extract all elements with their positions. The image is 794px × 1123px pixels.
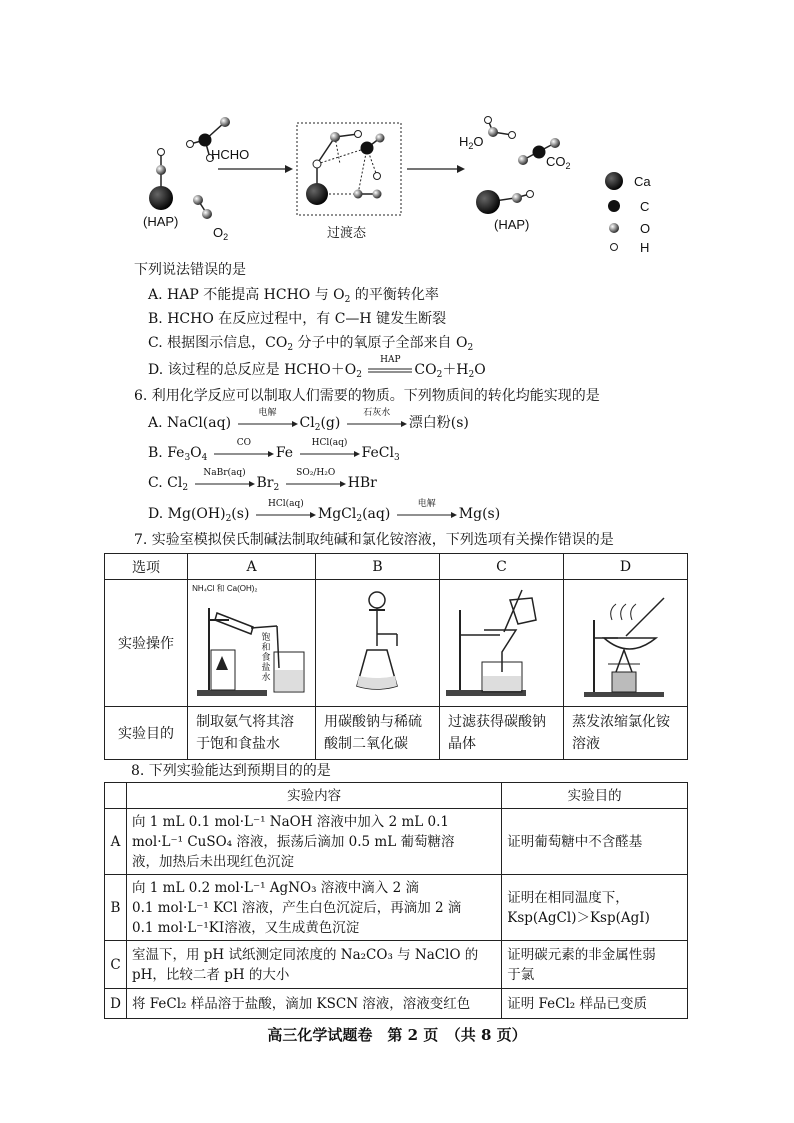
q8-row-d-key: D <box>105 989 127 1019</box>
apparatus-a-top-label: NH₄Cl 和 Ca(OH)₂ <box>192 584 258 593</box>
q6-option-c: C. $Cl_2$ NaBr(aq) $Br_2$ SO₂/H₂O HBr <box>148 468 377 493</box>
q6-option-d: D. $Mg(OH)_2(s)$ HCl(aq) MgCl$_2$(aq) 电解 Mg(s) <box>148 499 501 524</box>
page-footer: 高三化学试题卷 第 2 页 （共 8 页） <box>267 1026 527 1044</box>
q7-purpose-c: 过滤获得碳酸钠晶体 <box>440 707 564 760</box>
q7-row-op-label: 实验操作 <box>105 580 188 707</box>
q8-stem: 8. 下列实验能达到预期目的的是 <box>131 763 331 779</box>
transition-state-label: 过渡态 <box>327 225 367 240</box>
q7-purpose-a: 制取氨气将其溶于饱和食盐水 <box>188 707 316 760</box>
q8-row-c-purpose: 证明碳元素的非金属性弱 于氯 <box>502 941 688 989</box>
q8-row-b-key: B <box>105 875 127 941</box>
q8-row-a-content: 向 1 mL 0.1 mol·L⁻¹ NaOH 溶液中加入 2 mL 0.1 mol·L⁻¹ CuSO₄ 溶液，振荡后滴加 0.5 mL 葡萄糖溶 液，加热后未出现红色沉淀 <box>126 809 501 875</box>
q6-option-b: B. $Fe_3O_4$ CO Fe HCl(aq) FeCl$_3$ <box>148 438 400 463</box>
apparatus-d <box>563 580 687 707</box>
q8-row-d-purpose: 证明 FeCl₂ 样品已变质 <box>502 989 688 1019</box>
reaction-mechanism-diagram <box>130 110 670 260</box>
o2-molecule <box>193 195 212 219</box>
apparatus-b-drawing <box>317 580 439 702</box>
q6-option-a: A. NaCl(aq) 电解 $Cl_2(g)$ 石灰水 漂白粉(s) <box>148 408 469 433</box>
q7-stem: 7. 实验室模拟侯氏制碱法制取纯碱和氯化铵溶液，下列选项有关操作错误的是 <box>134 532 614 548</box>
q8-row-a-purpose: 证明葡萄糖中不含醛基 <box>502 809 688 875</box>
q5-option-a: A. HAP 不能提高 HCHO 与 $O_2$ 的平衡转化率 <box>148 287 439 305</box>
apparatus-a-drawing <box>189 580 315 702</box>
q7-purpose-b: 用碳酸钠与稀硫酸制二氧化碳 <box>316 707 440 760</box>
apparatus-d-drawing <box>564 580 686 702</box>
apparatus-c-drawing <box>440 580 562 702</box>
hap-left-label: (HAP) <box>143 214 179 229</box>
hcho-label: HCHO <box>211 147 250 162</box>
apparatus-c <box>440 580 564 707</box>
q8-row-b-content: 向 1 mL 0.2 mol·L⁻¹ AgNO₃ 溶液中滴入 2 滴 0.1 mol·L⁻¹ KCl 溶液，产生白色沉淀后，再滴加 2 滴 0.1 mol·L⁻¹KI溶液，又生成黄色沉淀 <box>126 875 501 941</box>
q7-header-a: A <box>188 554 316 580</box>
co2-label: $CO_2$ <box>546 154 571 171</box>
apparatus-a <box>188 580 316 707</box>
hap-right-molecule <box>476 190 534 214</box>
q7-purpose-d: 蒸发浓缩氯化铵溶液 <box>563 707 687 760</box>
q8-header-purpose: 实验目的 <box>502 783 688 809</box>
legend-h: H <box>640 240 650 255</box>
q8-table <box>104 782 688 1019</box>
q7-header-b: B <box>316 554 440 580</box>
legend-c: C <box>640 199 650 214</box>
q8-row-b-purpose: 证明在相同温度下， Ksp(AgCl)＞Ksp(AgI) <box>502 875 688 941</box>
q5-stem: 下列说法错误的是 <box>134 262 246 278</box>
hap-right-label: (HAP) <box>494 217 530 232</box>
legend-o: O <box>640 221 651 236</box>
h2o-label: $H_2O$ <box>459 134 484 151</box>
q8-row-c-content: 室温下，用 pH 试纸测定同浓度的 Na₂CO₃ 与 NaClO 的 pH，比较二者 pH 的大小 <box>126 941 501 989</box>
q7-row-purpose-label: 实验目的 <box>105 707 188 760</box>
hap-left-molecule <box>149 149 173 211</box>
q7-table <box>104 553 688 760</box>
q5-option-b: B. HCHO 在反应过程中，有 C—H 键发生断裂 <box>148 311 447 327</box>
q6-stem: 6. 利用化学反应可以制取人们需要的物质。下列物质间的转化均能实现的是 <box>134 388 600 404</box>
apparatus-a-side-label: 饱和 食盐 水 <box>261 632 271 682</box>
transition-state <box>306 131 385 206</box>
q5-option-d: D. 该过程的总反应是 $HCHO+O_2$ HAP $CO_2+H_2O$ <box>148 355 486 380</box>
q8-header-content: 实验内容 <box>126 783 501 809</box>
apparatus-b <box>316 580 440 707</box>
q8-header-key <box>105 783 127 809</box>
legend-ca: Ca <box>634 174 651 189</box>
q8-row-a-key: A <box>105 809 127 875</box>
q7-header-d: D <box>563 554 687 580</box>
q8-row-d-content: 将 FeCl₂ 样品溶于盐酸，滴加 KSCN 溶液，溶液变红色 <box>126 989 501 1019</box>
h2o-molecule <box>485 117 516 139</box>
q7-header-c: C <box>440 554 564 580</box>
q8-row-c-key: C <box>105 941 127 989</box>
q7-header-option: 选项 <box>105 554 188 580</box>
atom-legend <box>605 172 623 251</box>
o2-label: $O_2$ <box>213 225 229 242</box>
q5-option-c: C. 根据图示信息，$CO_2$ 分子中的氧原子全部来自 $O_2$ <box>148 335 474 353</box>
